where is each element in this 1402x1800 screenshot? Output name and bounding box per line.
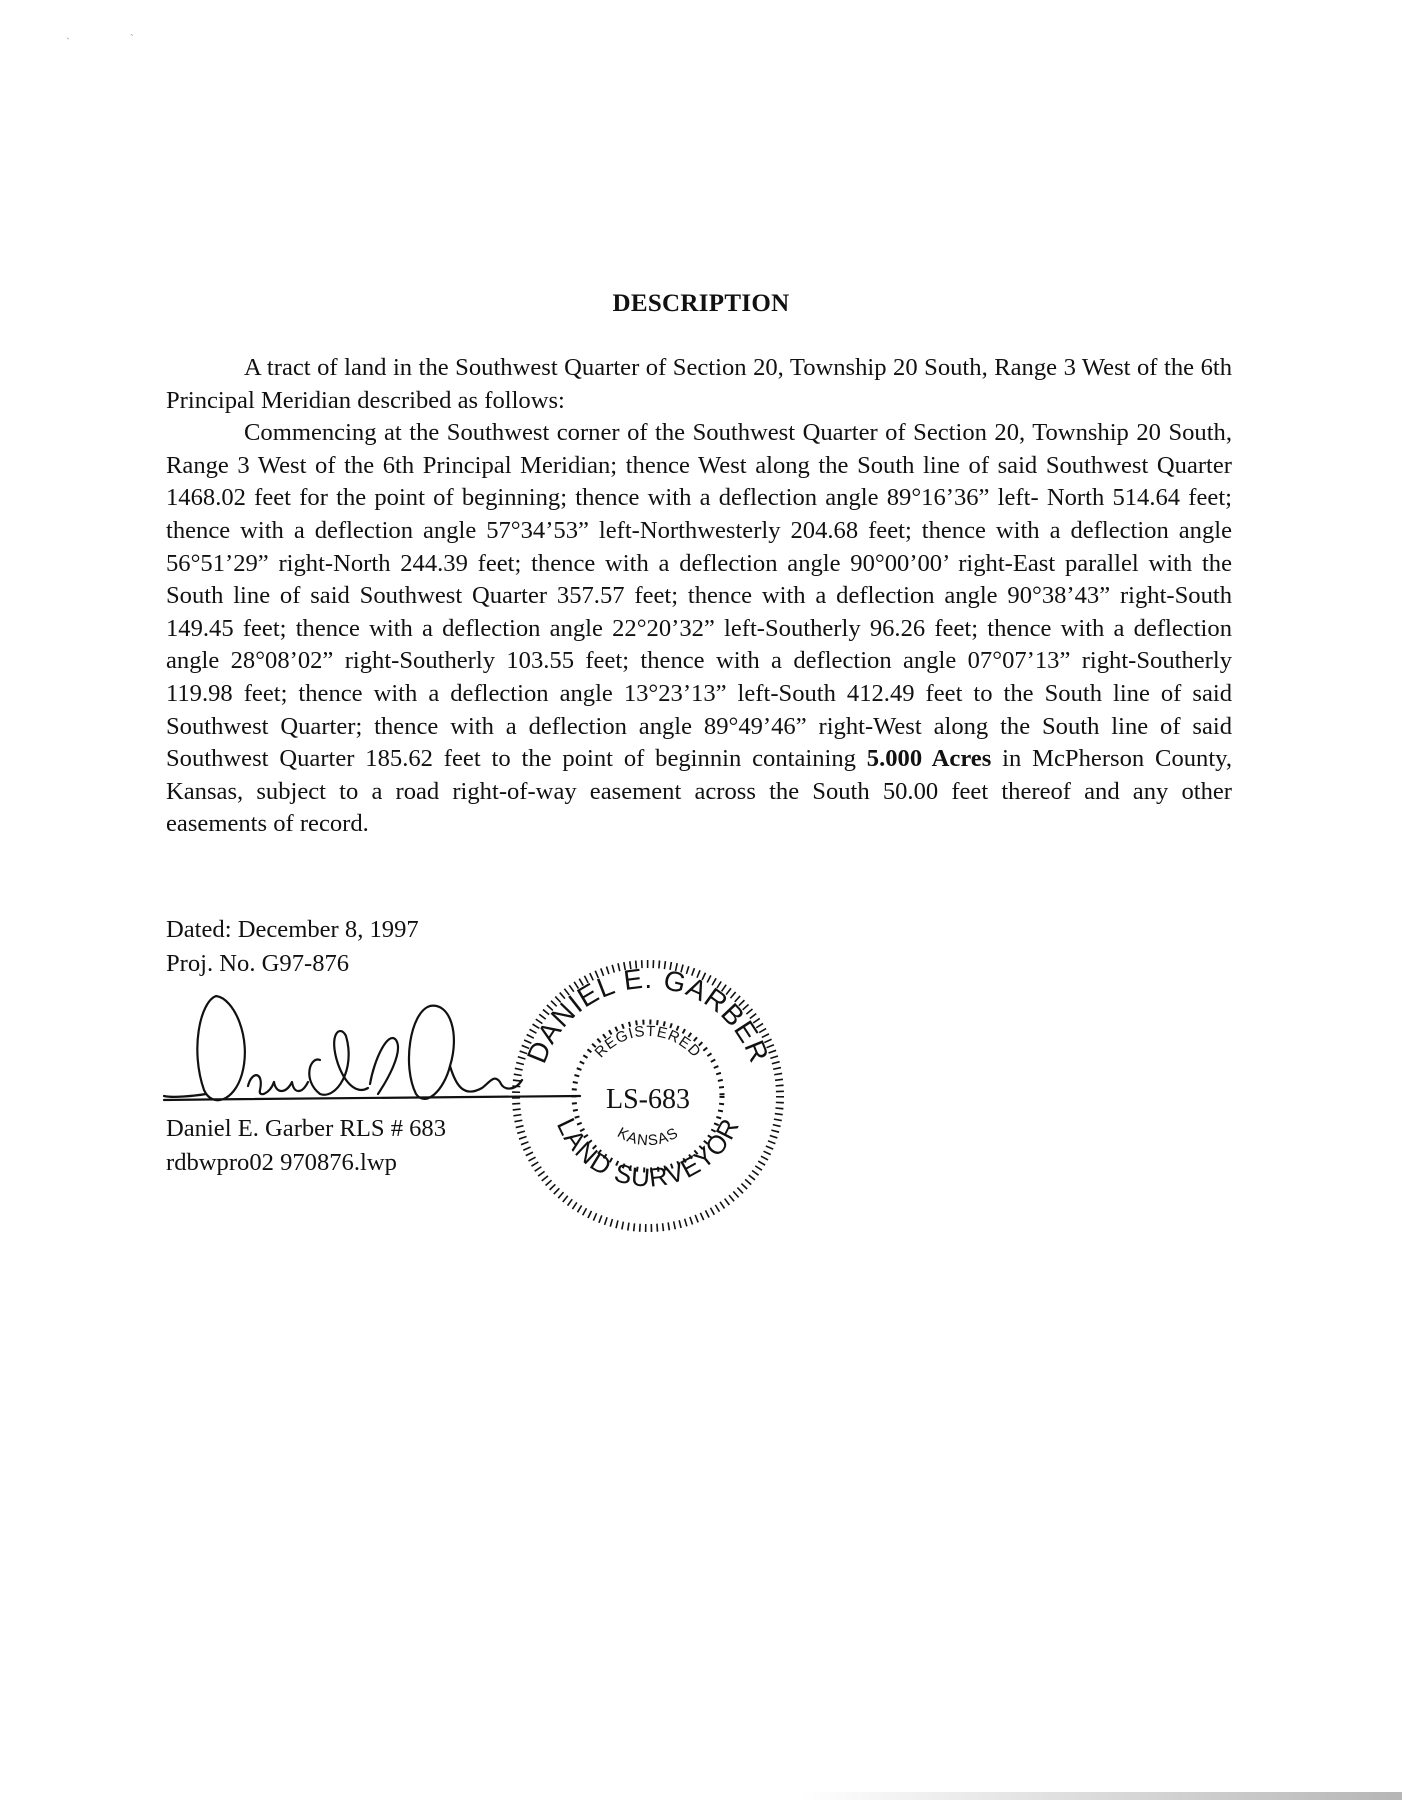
metes-and-bounds-ending: in McPherson County, Kansas, subject to a road right-of-way easement across the South 50.00 feet thereof and any other easements of record. xyxy=(166,745,1233,838)
seal-state: KANSAS xyxy=(614,1124,682,1150)
svg-text:KANSAS xyxy=(614,1124,681,1149)
seal-name: DANIEL E. GARBER xyxy=(520,962,776,1068)
svg-text:LAND SURVEYOR xyxy=(551,1113,745,1193)
scan-edge-shadow xyxy=(800,1792,1402,1800)
acreage-value: 5.000 Acres xyxy=(866,745,992,773)
scan-specks: ˏ ˴ xyxy=(66,26,134,40)
legal-description xyxy=(166,352,1232,841)
signer-name: Daniel E. Garber RLS # 683 xyxy=(166,1115,447,1142)
seal-license: LS-683 xyxy=(606,1084,690,1115)
seal-profession: LAND SURVEYOR xyxy=(550,1113,746,1193)
metes-and-bounds-paragraph xyxy=(166,417,1232,841)
seal-registered: REGISTERED xyxy=(591,1022,705,1062)
project-number: Proj. No. G97-876 xyxy=(166,950,350,977)
surveyor-seal xyxy=(510,958,786,1234)
dated-line: Dated: December 8, 1997 xyxy=(166,916,419,943)
document-title: DESCRIPTION xyxy=(612,290,790,317)
tract-intro-paragraph: A tract of land in the Southwest Quarter of Section 20, Township 20 South, Range 3 West of the 6th Principal Meridian described as follows: xyxy=(166,354,1232,414)
svg-text:DANIEL E. GARBER xyxy=(521,963,775,1067)
metes-and-bounds-text: Commencing at the Southwest corner of the Southwest Quarter of Section 20, Township 20 South, Range 3 West of the 6th Principal Meridian; thence West along the South line of said Southwest Quarter 1468.02 feet for the point of beginning; thence with a deflection angle 89°16’36” left- North 514.64 feet; thence with a deflection angle 57°34’53” left-Northwesterly 204.68 feet; thence with a deflection angle 56°51’29” right-North 244.39 feet; thence with a deflection angle 90°00’00’ right-East parallel with the South line of said Southwest Quarter 357.57 feet; thence with a deflection angle 90°38’43” right-South 149.45 feet; thence with a deflection angle 22°20’32” left-Southerly 96.26 feet; thence with a deflection angle 28°08’02” right-Southerly 103.55 feet; thence with a deflection angle 07°07’13” right-Southerly 119.98 feet; thence with a deflection angle 13°23’13” left-South 412.49 feet to the South line of said Southwest Quarter; thence with a deflection angle 89°49’46” right-West along the South line of said Southwest Quarter 185.62 feet to the point of beginnin containing xyxy=(166,419,1232,773)
svg-text:REGISTERED xyxy=(592,1023,705,1061)
file-reference: rdbwpro02 970876.lwp xyxy=(166,1149,397,1176)
